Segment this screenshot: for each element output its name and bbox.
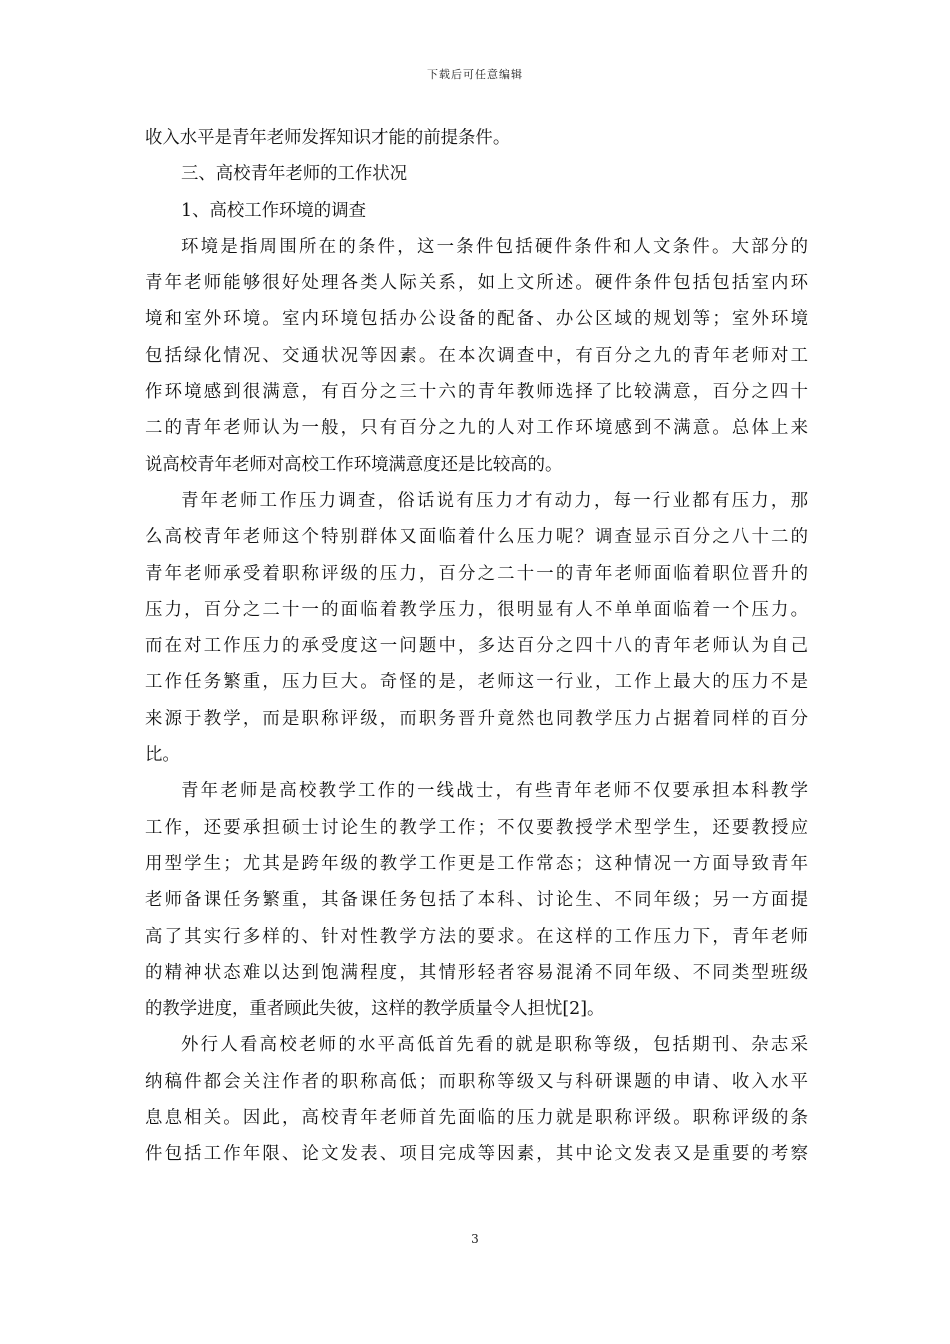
text-line: 的精神状态难以达到饱满程度，其情形轻者容易混淆不同年级、不同类型班级 (145, 962, 808, 983)
text-line: 么高校青年老师这个特别群体又面临着什么压力呢？调查显示百分之八十二的 (145, 527, 808, 548)
text-line: 纳稿件都会关注作者的职称高低；而职称等级又与科研课题的申请、收入水平 (145, 1071, 808, 1092)
text-line: 工作，还要承担硕士讨论生的教学工作；不仅要教授学术型学生，还要教授应 (145, 817, 808, 838)
text-line: 青年老师是高校教学工作的一线战士，有些青年老师不仅要承担本科教学 (181, 781, 808, 802)
subsection-heading: 1、高校工作环境的调查 (181, 200, 366, 221)
text-line: 境和室外环境。室内环境包括办公设备的配备、办公区域的规划等；室外环境 (145, 309, 808, 330)
text-line: 环境是指周围所在的条件，这一条件包括硬件条件和人文条件。大部分的 (181, 236, 808, 257)
page-header: 下载后可任意编辑 (427, 68, 523, 81)
text-line: 青年老师能够很好处理各类人际关系，如上文所述。硬件条件包括包括室内环 (145, 273, 808, 294)
section-heading: 三、高校青年老师的工作状况 (181, 164, 408, 185)
text-line: 说高校青年老师对高校工作环境满意度还是比较高的。 (145, 454, 563, 475)
text-line: 二的青年老师认为一般，只有百分之九的人对工作环境感到不满意。总体上来 (145, 418, 808, 439)
document-body (145, 120, 808, 1173)
text-line: 包括绿化情况、交通状况等因素。在本次调查中，有百分之九的青年老师对工 (145, 345, 808, 366)
page-number: 3 (471, 1232, 479, 1246)
text-line: 青年老师承受着职称评级的压力，百分之二十一的青年老师面临着职位晋升的 (145, 563, 808, 584)
text-line: 而在对工作压力的承受度这一问题中，多达百分之四十八的青年老师认为自己 (145, 636, 808, 657)
text-line: 作环境感到很满意，有百分之三十六的青年教师选择了比较满意，百分之四十 (145, 382, 808, 403)
text-line: 用型学生；尤其是跨年级的教学工作更是工作常态；这种情况一方面导致青年 (145, 853, 808, 874)
text-line: 压力，百分之二十一的面临着教学压力，很明显有人不单单面临着一个压力。 (145, 599, 808, 620)
text-line: 收入水平是青年老师发挥知识才能的前提条件。 (145, 128, 511, 148)
text-line: 息息相关。因此，高校青年老师首先面临的压力就是职称评级。职称评级的条 (145, 1108, 808, 1129)
text-line: 高了其实行多样的、针对性教学方法的要求。在这样的工作压力下，青年老师 (145, 926, 808, 947)
text-line: 来源于教学，而是职称评级，而职务晋升竟然也同教学压力占据着同样的百分 (145, 708, 808, 729)
text-line: 外行人看高校老师的水平高低首先看的就是职称等级，包括期刊、杂志采 (181, 1035, 808, 1056)
text-line: 工作任务繁重，压力巨大。奇怪的是，老师这一行业，工作上最大的压力不是 (145, 672, 808, 693)
text-line: 件包括工作年限、论文发表、项目完成等因素，其中论文发表又是重要的考察 (145, 1144, 808, 1165)
text-line: 老师备课任务繁重，其备课任务包括了本科、讨论生、不同年级；另一方面提 (145, 890, 808, 911)
text-line: 比。 (145, 745, 180, 766)
text-line: 的教学进度，重者顾此失彼，这样的教学质量令人担忧[2]。 (145, 999, 605, 1020)
text-line: 青年老师工作压力调查，俗话说有压力才有动力，每一行业都有压力，那 (181, 490, 808, 511)
